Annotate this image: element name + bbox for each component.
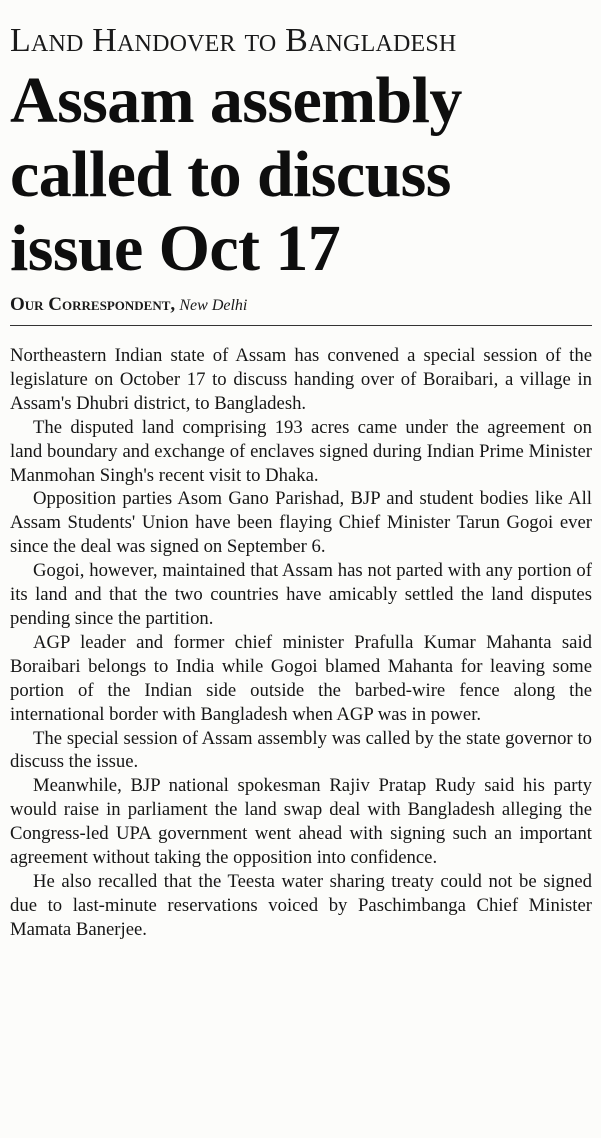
paragraph-2: The disputed land comprising 193 acres came under the agreement on land boundary and exchange of enclaves signed during Indian Prime Minister Manmohan Singh's recent visit to Dhaka. — [10, 416, 592, 486]
byline-location: New Delhi — [179, 297, 248, 314]
article-headline — [10, 64, 592, 286]
article-body — [10, 344, 592, 942]
paragraph-7: Meanwhile, BJP national spokesman Rajiv Pratap Rudy said his party would raise in parliament the land swap deal with Bangladesh alleging the Congress-led UPA government went ahead with signing such an important agreement without taking the opposition into confidence. — [10, 775, 592, 869]
paragraph-6: The special session of Assam assembly was called by the state governor to discuss the issue. — [10, 727, 592, 773]
paragraph-8: He also recalled that the Teesta water sharing treaty could not be signed due to last-minute reservations voiced by Paschimbanga Chief Minister Mamata Banerjee. — [10, 870, 592, 940]
byline-divider — [10, 325, 592, 326]
paragraph-1: Northeastern Indian state of Assam has convened a special session of the legislature on October 17 to discuss handing over of Boraibari, a village in Assam's Dhubri district, to Bangladesh. — [10, 345, 592, 414]
article-kicker: Land Handover to Bangladesh — [10, 22, 457, 59]
headline-line-3: issue Oct 17 — [10, 212, 341, 285]
headline-line-1: Assam assembly — [10, 64, 462, 137]
paragraph-4: Gogoi, however, maintained that Assam has not parted with any portion of its land and that the two countries have amicably settled the land disputes pending since the partition. — [10, 560, 592, 629]
headline-line-2: called to discuss — [10, 138, 451, 211]
paragraph-5: AGP leader and former chief minister Prafulla Kumar Mahanta said Boraibari belongs to India while Gogoi blamed Mahanta for leaving some portion of the Indian side outside the barbed-wire fence along the international border with Bangladesh when AGP was in power. — [10, 631, 592, 725]
byline — [10, 294, 592, 317]
paragraph-3: Opposition parties Asom Gano Parishad, BJP and student bodies like All Assam Students' Union have been flaying Chief Minister Tarun Gogoi ever since the deal was signed on September 6. — [10, 488, 592, 558]
byline-author: Our Correspondent, — [10, 294, 176, 315]
